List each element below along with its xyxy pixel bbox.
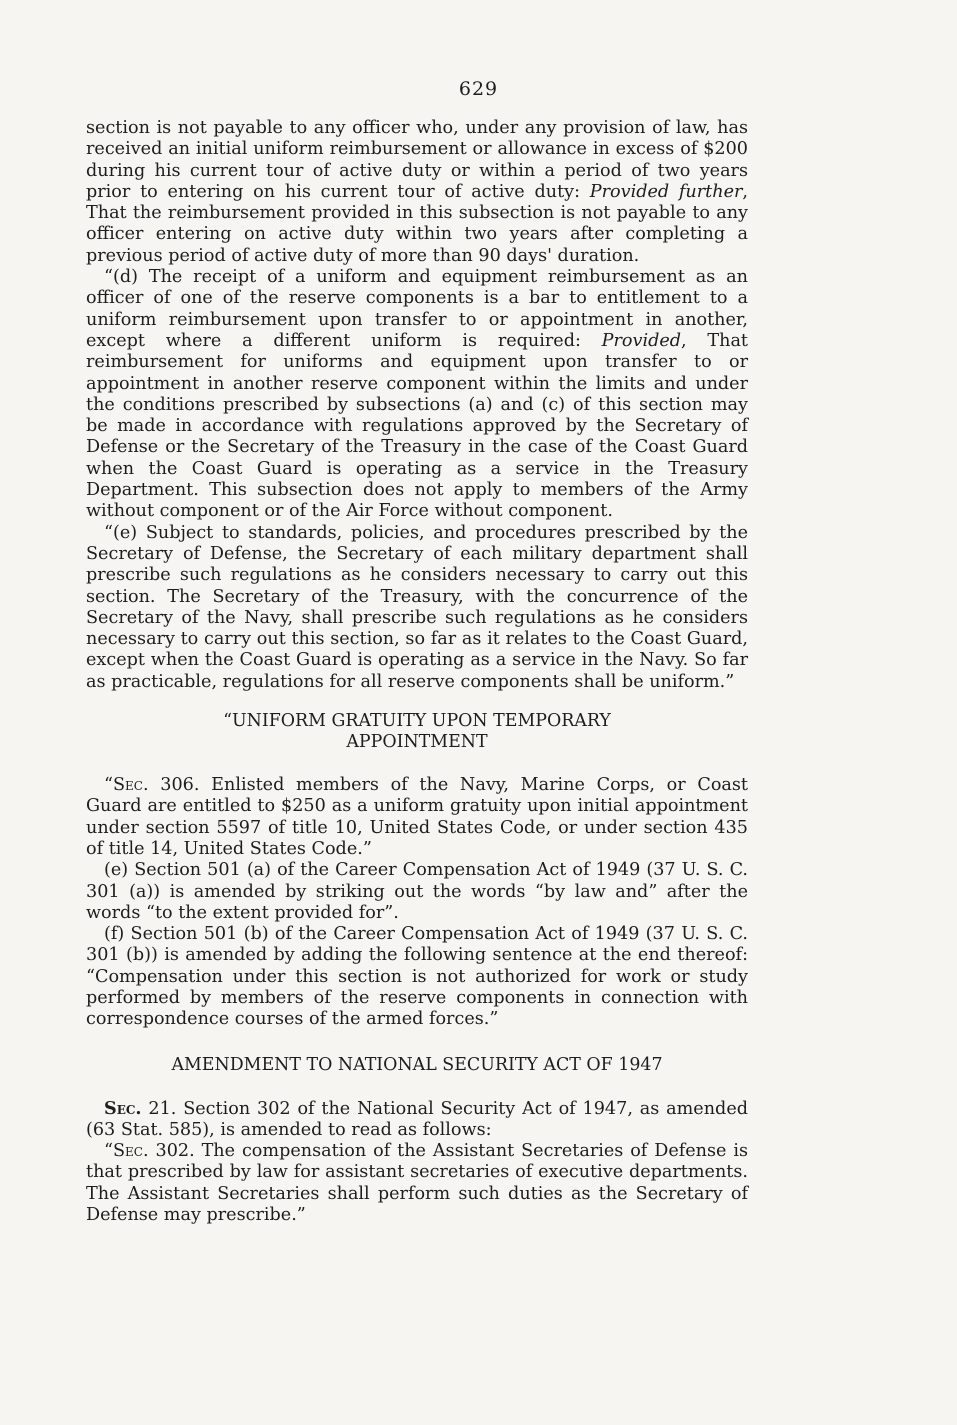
paragraph-text: 306. Enlisted members of the Navy, Marine Corps, or Coast Guard are entitled to $250 as a uniform gratuity upon initial appointment under section 5597 of title 10, United States Code, or under section 435 of title 14, United States Code.” xyxy=(86,775,748,859)
heading-line: “UNIFORM GRATUITY UPON TEMPORARY xyxy=(223,711,611,732)
section-label: Sec. xyxy=(104,1097,142,1119)
italic-proviso: Provided further xyxy=(589,181,743,202)
italic-proviso: Provided xyxy=(601,330,682,351)
heading-line: APPOINTMENT xyxy=(346,732,488,753)
paragraph-text: 302. The compensation of the Assistant Secretaries of Defense is that prescribed by law for assistant secretaries of executive departments. The Assistant Secretaries shall perform such duties as the Secretary of Defense may prescribe.” xyxy=(86,1141,748,1226)
paragraph-subsection-e: “(e) Subject to standards, policies, and procedures prescribed by the Secretary of Defense, the Secretary of each military department shall prescribe such regulations as he considers necessary to carry out this section. The Secretary of the Treasury, with the concurrence of the Secretary of the Navy, shall prescribe such regulations as he considers necessary to carry out this section, so far as it relates to the Coast Guard, except when the Coast Guard is operating as a service in the Navy. So far as practicable, regulations for all reserve components shall be uniform.” xyxy=(86,522,748,692)
paragraph-text: 21. Section 302 of the National Security Act of 1947, as amended (63 Stat. 585), is amended to read as follows: xyxy=(86,1098,748,1140)
paragraph-sec-302 xyxy=(86,1141,748,1226)
paragraph-sec-306 xyxy=(86,775,748,860)
paragraph-amendment-f: (f) Section 501 (b) of the Career Compensation Act of 1949 (37 U. S. C. 301 (b)) is amended by adding the following sentence at the end thereof: “Compensation under this section is not authorized for work or study performed by members of the reserve components in connection with correspondence courses of the armed forces.” xyxy=(86,924,748,1030)
section-heading-national-security-act: AMENDMENT TO NATIONAL SECURITY ACT OF 1947 xyxy=(171,1054,663,1075)
section-label: “Sec. xyxy=(104,775,149,796)
body-text xyxy=(86,118,748,1226)
paragraph-text: “(d) The receipt of a uniform and equipment reimbursement as an officer of one of the reserve components is a bar to entitlement to a uniform reimbursement upon transfer to or appointment in another, except where a different uniform is required: xyxy=(86,267,748,351)
paragraph-subsection-d xyxy=(86,267,748,523)
paragraph-continuation xyxy=(86,118,748,267)
paragraph-text: , That reimbursement for uniforms and equipment upon transfer to or appointment in another reserve component within the limits and under the conditions prescribed by subsections (a) and (c) of this section may be made in accordance with regulations approved by the Secretary of Defense or the Secretary of the Treasury in the case of the Coast Guard when the Coast Guard is operating as a service in the Treasury Department. This subsection does not apply to members of the Army without component or of the Air Force without component. xyxy=(86,330,749,522)
paragraph-sec-21 xyxy=(86,1098,748,1142)
paragraph-amendment-e: (e) Section 501 (a) of the Career Compensation Act of 1949 (37 U. S. C. 301 (a)) is amended by striking out the words “by law and” after the words “to the extent provided for”. xyxy=(86,860,748,923)
paragraph-text: section is not payable to any officer who, under any provision of law, has received an initial uniform reimbursement or allowance in excess of $200 during his current tour of active duty or within a period of two years prior to entering on his current tour of active duty: xyxy=(86,118,748,202)
section-label: “Sec. xyxy=(104,1141,149,1162)
section-heading-uniform-gratuity xyxy=(86,711,748,753)
paragraph-text: , That the reimbursement provided in this subsection is not payable to any officer entering on active duty within two years after completing a previous period of active duty of more than 90 days' duration. xyxy=(86,181,748,266)
page-number: 629 xyxy=(458,78,499,100)
